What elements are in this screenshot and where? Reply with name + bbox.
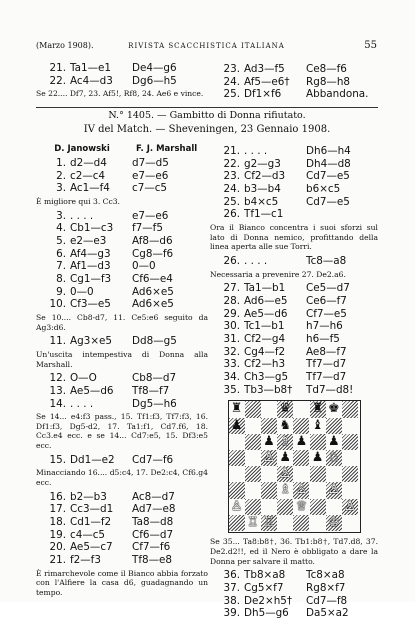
black-move: Af8—d6 xyxy=(132,235,173,248)
move-list xyxy=(36,62,208,87)
top-left-block xyxy=(36,62,208,102)
move-number: 24. xyxy=(223,75,240,88)
annotation: Se 14... e4:f3 pass., 15. Tf1:f3, Tf7:f3, 16. Df1:f3, Dg5-d2, 17. Ta1:f1, Cd7.f6, 18. Cc3.e4 ecc. e se 14... Cd7:e5, 15. Df3:e5 ecc. xyxy=(36,412,208,451)
white-move: Cf3—e5 xyxy=(70,298,111,311)
black-move: Cd7—e5 xyxy=(306,170,350,183)
board-square xyxy=(342,466,358,482)
white-move: f2—f3 xyxy=(70,553,101,566)
move-number: 23. xyxy=(223,170,240,183)
move-row xyxy=(36,398,208,411)
move-row xyxy=(36,298,208,311)
annotation: È rimarchevole come il Bianco abbia forzato con l'Alfiere la casa d6, guadagnando un tempo. xyxy=(36,568,208,597)
black-move: Rg8—h8 xyxy=(306,75,351,88)
right-column xyxy=(210,145,378,620)
chess-piece-icon: ♜ xyxy=(230,401,243,417)
move-list xyxy=(210,282,378,396)
white-move: Df1×f6 xyxy=(244,88,282,101)
move-number: 13. xyxy=(49,384,66,397)
black-move: Ce6—f7 xyxy=(306,294,347,307)
move-row xyxy=(210,295,378,308)
chess-piece-icon: ♖ xyxy=(246,514,259,530)
move-number: 23. xyxy=(223,63,240,75)
move-number: 10. xyxy=(49,298,66,311)
white-move: b3—b4 xyxy=(244,183,281,196)
board-square xyxy=(245,418,261,434)
move-row xyxy=(210,282,378,295)
move-number: 19. xyxy=(49,528,66,541)
players-row xyxy=(36,144,208,154)
move-number: 14. xyxy=(49,397,66,410)
board-square xyxy=(229,434,245,450)
black-move: Cg8—f6 xyxy=(132,247,174,260)
chess-piece-icon: ♜ xyxy=(311,401,324,417)
black-move: Cf6—d7 xyxy=(132,528,174,541)
move-number: 32. xyxy=(223,345,240,358)
move-list xyxy=(36,372,208,410)
white-move: Cg4—f2 xyxy=(244,345,286,358)
page-number: 55 xyxy=(364,40,377,51)
chess-piece-icon: ♗ xyxy=(279,482,292,498)
move-row xyxy=(36,541,208,554)
black-move: Dh4—d8 xyxy=(306,157,351,170)
board-square xyxy=(326,499,342,515)
white-move: Cf2—h3 xyxy=(244,358,286,371)
white-player: D. Janowski xyxy=(54,144,110,154)
chess-piece-icon: ♟ xyxy=(263,433,275,449)
black-move: Td7—d8! xyxy=(306,383,354,396)
black-move: Ad6×e5 xyxy=(132,298,174,311)
white-move: c4—c5 xyxy=(70,528,106,541)
move-row xyxy=(36,335,208,348)
chess-piece-icon: ♟ xyxy=(230,417,243,433)
move-row xyxy=(36,529,208,542)
black-move: Ac8—d7 xyxy=(132,490,175,503)
move-row xyxy=(210,320,378,333)
move-number: 27. xyxy=(223,282,240,295)
white-move: Ta1—e1 xyxy=(70,62,111,74)
black-move: Tf8—e8 xyxy=(132,553,173,566)
black-move: Ce8—f6 xyxy=(306,63,347,75)
white-move: Tc1—b1 xyxy=(244,320,285,333)
black-move: Ta8—d8 xyxy=(132,515,174,528)
move-number: 16. xyxy=(49,490,66,503)
board-square xyxy=(261,401,277,417)
move-number: 25. xyxy=(223,195,240,208)
chess-piece-icon: ♛ xyxy=(279,401,292,417)
move-number: 4. xyxy=(56,222,66,235)
black-move: Tc8—a8 xyxy=(306,254,347,267)
white-move: Cd1—f2 xyxy=(70,515,112,528)
white-move: Af1—d3 xyxy=(70,260,111,273)
move-row xyxy=(210,63,378,76)
board-square xyxy=(245,466,261,482)
move-row xyxy=(210,170,378,183)
board-square xyxy=(310,515,326,531)
chess-piece-icon: ♙ xyxy=(327,482,340,498)
move-row xyxy=(210,607,378,620)
move-row xyxy=(36,491,208,504)
black-move: Cf7—f6 xyxy=(132,541,171,554)
move-row xyxy=(36,503,208,516)
board-square xyxy=(245,482,261,498)
move-row xyxy=(210,196,378,209)
move-row xyxy=(210,76,378,89)
board-square xyxy=(229,466,245,482)
board-square xyxy=(293,401,309,417)
annotation: È migliore qui 3. Cc3. xyxy=(36,197,120,207)
move-list xyxy=(36,491,208,567)
move-list xyxy=(210,63,378,101)
chess-piece-icon: ♗ xyxy=(279,433,292,449)
move-row xyxy=(210,371,378,384)
chess-piece-icon: ♟ xyxy=(295,433,308,449)
board-square xyxy=(245,401,261,417)
move-number: 3. xyxy=(56,182,66,195)
move-row xyxy=(210,255,378,268)
board-square xyxy=(245,434,261,450)
annotation: Un'uscita intempestiva di Donna alla Marshall. xyxy=(36,350,208,369)
black-move: Cd7—e5 xyxy=(306,195,350,208)
move-number: 21. xyxy=(223,145,240,157)
move-number: 31. xyxy=(223,332,240,345)
move-row xyxy=(36,170,208,183)
move-number: 1. xyxy=(56,157,66,169)
move-row xyxy=(36,210,208,223)
white-move: Cg5×f7 xyxy=(244,581,284,594)
chess-piece-icon: ♟ xyxy=(327,433,340,449)
white-move: Ae5—d6 xyxy=(244,307,288,320)
move-row xyxy=(36,222,208,235)
move-row xyxy=(36,516,208,529)
move-row xyxy=(210,183,378,196)
header-journal-title: RIVISTA SCACCHISTICA ITALIANA xyxy=(128,42,285,50)
move-number: 29. xyxy=(223,307,240,320)
move-number: 12. xyxy=(49,372,66,385)
move-number: 35. xyxy=(223,383,240,396)
move-number: 28. xyxy=(223,294,240,307)
board-square xyxy=(342,482,358,498)
board-square xyxy=(310,482,326,498)
move-number: 18. xyxy=(49,515,66,528)
board-square xyxy=(342,450,358,466)
move-list xyxy=(36,454,208,467)
move-number: 38. xyxy=(223,594,240,607)
white-move: Ag3×e5 xyxy=(70,335,113,348)
white-move: Ac1—f4 xyxy=(70,182,110,195)
black-move: e7—e6 xyxy=(132,209,169,222)
black-move: Ae8—f7 xyxy=(306,345,347,358)
black-move xyxy=(306,208,378,221)
white-move: Dh5—g6 xyxy=(244,607,289,620)
move-number: 21. xyxy=(49,553,66,566)
black-move: Ad6×e5 xyxy=(132,285,174,298)
move-row xyxy=(210,308,378,321)
white-move: . . . . xyxy=(70,209,94,222)
white-move: Cb1—c3 xyxy=(70,222,114,235)
move-list xyxy=(210,255,378,268)
board-square xyxy=(326,418,342,434)
move-number: 26. xyxy=(223,208,240,221)
white-move: Af4—g3 xyxy=(70,247,111,260)
board-square xyxy=(245,499,261,515)
chess-piece-icon: ♔ xyxy=(327,514,340,530)
board-square xyxy=(261,466,277,482)
chess-piece-icon: ♟ xyxy=(311,449,324,465)
move-number: 22. xyxy=(49,74,66,87)
chess-piece-icon: ♙ xyxy=(344,498,356,514)
chess-piece-icon: ♙ xyxy=(230,498,243,514)
board-square xyxy=(261,482,277,498)
move-list xyxy=(210,145,378,221)
black-move: h7—h6 xyxy=(306,320,343,333)
white-move: Ac4—d3 xyxy=(70,74,113,87)
white-move: Cf2—d3 xyxy=(244,170,286,183)
chess-diagram xyxy=(228,400,361,533)
move-number: 8. xyxy=(56,273,66,286)
white-move: Ae5—c7 xyxy=(70,541,113,554)
annotation: Se 22.... Df7, 23. Af5!, Rf8, 24. Ae6 e vince. xyxy=(36,89,204,99)
black-move: Cd7—f6 xyxy=(132,453,174,466)
chess-piece-icon: ♘ xyxy=(327,449,340,465)
page-header xyxy=(36,41,377,55)
black-move: Cb8—d7 xyxy=(132,372,177,385)
game-title: N.° 1405. — Gambitto di Donna rifiutato. xyxy=(108,110,306,121)
move-row xyxy=(36,157,208,170)
black-move: Cf6—e4 xyxy=(132,273,173,286)
white-move: . . . . xyxy=(244,254,268,267)
board-square xyxy=(261,418,277,434)
white-move: e2—e3 xyxy=(70,235,107,248)
move-number: 26. xyxy=(223,254,240,267)
chess-piece-icon: ♙ xyxy=(263,449,275,465)
black-move: h6—f5 xyxy=(306,332,340,345)
annotation: Necessaria a prevenire 27. De2.a6. xyxy=(210,269,346,279)
white-move: Af5—e6† xyxy=(244,75,290,88)
board-square xyxy=(229,450,245,466)
black-move: De4—g6 xyxy=(132,62,177,74)
move-number: 11. xyxy=(49,335,66,348)
board-square xyxy=(293,515,309,531)
move-row xyxy=(210,158,378,171)
move-number: 9. xyxy=(56,285,66,298)
move-list xyxy=(36,335,208,348)
move-list xyxy=(210,569,378,620)
move-number: 15. xyxy=(49,453,66,466)
black-move: Abbandona. xyxy=(306,88,369,101)
left-column xyxy=(36,140,208,600)
board-square xyxy=(229,482,245,498)
move-number: 34. xyxy=(223,371,240,383)
chess-piece-icon: ♞ xyxy=(279,417,292,433)
board-square xyxy=(293,450,309,466)
black-move: Da5×a2 xyxy=(306,607,349,620)
board-square xyxy=(293,418,309,434)
move-number: 6. xyxy=(56,247,66,260)
annotation: Se 10.... Cb8-d7, 11. Ce5:e6 seguito da Ag3:d6. xyxy=(36,313,208,332)
move-number: 25. xyxy=(223,88,240,101)
board-square xyxy=(326,466,342,482)
black-move: 0—0 xyxy=(132,260,156,273)
move-number: 21. xyxy=(49,62,66,74)
move-row xyxy=(210,333,378,346)
annotation: Ora il Bianco concentra i suoi sforzi sul lato di Donna nemico, profittando della linea aperta alle sue Torri. xyxy=(210,223,378,252)
chess-piece-icon: ♕ xyxy=(295,498,308,514)
move-row xyxy=(210,569,378,582)
black-move: Dh6—h4 xyxy=(306,145,351,157)
black-move: Tf8—f7 xyxy=(132,384,170,397)
move-number: 39. xyxy=(223,607,240,620)
white-move: g2—g3 xyxy=(244,157,281,170)
chess-piece-icon: ♙ xyxy=(279,466,292,482)
move-number: 3. xyxy=(56,209,66,222)
white-move: Tb3—b8† xyxy=(244,383,293,396)
board-square xyxy=(277,515,293,531)
move-number: 7. xyxy=(56,260,66,273)
black-player: F. J. Marshall xyxy=(136,144,198,154)
white-move: O—O xyxy=(70,372,97,385)
black-move: c7—c5 xyxy=(132,182,168,195)
black-move: Dg5—h6 xyxy=(132,397,177,410)
move-number: 30. xyxy=(223,320,240,333)
move-row xyxy=(36,62,208,75)
white-move: Ad3—f5 xyxy=(244,63,285,75)
white-move: Ta1—b1 xyxy=(244,282,286,295)
black-move: Dd8—g5 xyxy=(132,335,177,348)
move-row xyxy=(210,346,378,359)
board-square xyxy=(310,466,326,482)
board-square xyxy=(310,434,326,450)
chess-piece-icon: ♖ xyxy=(263,514,275,530)
white-move: c2—c4 xyxy=(70,169,106,182)
chess-piece-icon: ♝ xyxy=(311,417,324,433)
move-row xyxy=(36,372,208,385)
header-date: (Marzo 1908). xyxy=(36,41,94,50)
move-row xyxy=(36,385,208,398)
board-square xyxy=(342,434,358,450)
black-move: Ce5—d7 xyxy=(306,282,350,295)
board-square xyxy=(277,499,293,515)
move-row xyxy=(210,358,378,371)
move-list xyxy=(36,210,208,312)
chess-piece-icon: ♙ xyxy=(295,482,308,498)
move-number: 2. xyxy=(56,169,66,182)
white-move: Cf2—g4 xyxy=(244,332,286,345)
move-row xyxy=(36,286,208,299)
black-move: d7—d5 xyxy=(132,157,169,169)
white-move: b4×c5 xyxy=(244,195,279,208)
white-move: 0—0 xyxy=(70,285,94,298)
move-row xyxy=(210,595,378,608)
annotation: Minacciando 16.... d5:c4, 17. De2:c4, Cf6.g4 ecc. xyxy=(36,468,208,487)
white-move: Cc3—d1 xyxy=(70,503,114,516)
move-number: 36. xyxy=(223,569,240,582)
move-row xyxy=(36,260,208,273)
top-right-block xyxy=(210,63,378,101)
white-move: b2—b3 xyxy=(70,490,107,503)
move-row xyxy=(36,182,208,195)
white-move: . . . . xyxy=(70,397,94,410)
chess-piece-icon: ♟ xyxy=(279,449,292,465)
white-move: Ae5—d6 xyxy=(70,384,114,397)
white-move: Tb8×a8 xyxy=(244,569,286,582)
black-move: Tf7—d7 xyxy=(306,358,347,371)
move-list xyxy=(36,157,208,195)
move-row xyxy=(210,145,378,158)
white-move: Cg1—f3 xyxy=(70,273,112,286)
game-subtitle: IV del Match. — Sheveningen, 23 Gennaio 1908. xyxy=(83,124,331,135)
black-move: Cd7—f8 xyxy=(306,594,348,607)
move-row xyxy=(36,235,208,248)
white-move: Tf1—c1 xyxy=(244,208,284,221)
board-square xyxy=(342,418,358,434)
move-row xyxy=(210,208,378,221)
black-move: e7—e6 xyxy=(132,169,169,182)
white-move: Dd1—e2 xyxy=(70,453,115,466)
black-move: Cf7—e5 xyxy=(306,307,347,320)
move-row xyxy=(36,75,208,88)
black-move: Tf7—d7 xyxy=(306,371,347,383)
black-move: Tc8×a8 xyxy=(306,569,345,582)
move-number: 37. xyxy=(223,581,240,594)
annotation: Se 35... Ta8:b8†, 36. Tb1:b8†, Td7.d8, 37. De2.d2!!, ed il Nero è obbligato a dare la Donna per salvare il matto. xyxy=(210,537,378,566)
divider xyxy=(36,107,378,108)
move-row xyxy=(210,582,378,595)
white-move: Ad6—e5 xyxy=(244,294,288,307)
black-move: Dg6—h5 xyxy=(132,74,177,87)
chess-piece-icon: ♚ xyxy=(327,401,340,417)
move-number: 22. xyxy=(223,157,240,170)
move-number: 17. xyxy=(49,503,66,516)
black-move: f7—f5 xyxy=(132,222,163,235)
white-move: d2—d4 xyxy=(70,157,107,169)
move-number: 24. xyxy=(223,183,240,196)
board-square xyxy=(261,499,277,515)
black-move: Ad7—e8 xyxy=(132,503,176,516)
move-row xyxy=(210,88,378,101)
white-move: . . . . xyxy=(244,145,268,157)
black-move: Rg8×f7 xyxy=(306,581,346,594)
board-square xyxy=(342,401,358,417)
move-row xyxy=(36,554,208,567)
move-number: 33. xyxy=(223,358,240,371)
move-row xyxy=(36,273,208,286)
move-number: 5. xyxy=(56,235,66,248)
move-number: 20. xyxy=(49,541,66,554)
move-row xyxy=(36,248,208,261)
move-row xyxy=(36,454,208,467)
board-square xyxy=(293,466,309,482)
board-square xyxy=(310,499,326,515)
black-move: b6×c5 xyxy=(306,183,341,196)
move-row xyxy=(210,384,378,397)
board-square xyxy=(342,515,358,531)
board-square xyxy=(229,515,245,531)
white-move: De2×h5† xyxy=(244,594,293,607)
white-move: Ch3—g5 xyxy=(244,371,289,383)
board-square xyxy=(245,450,261,466)
